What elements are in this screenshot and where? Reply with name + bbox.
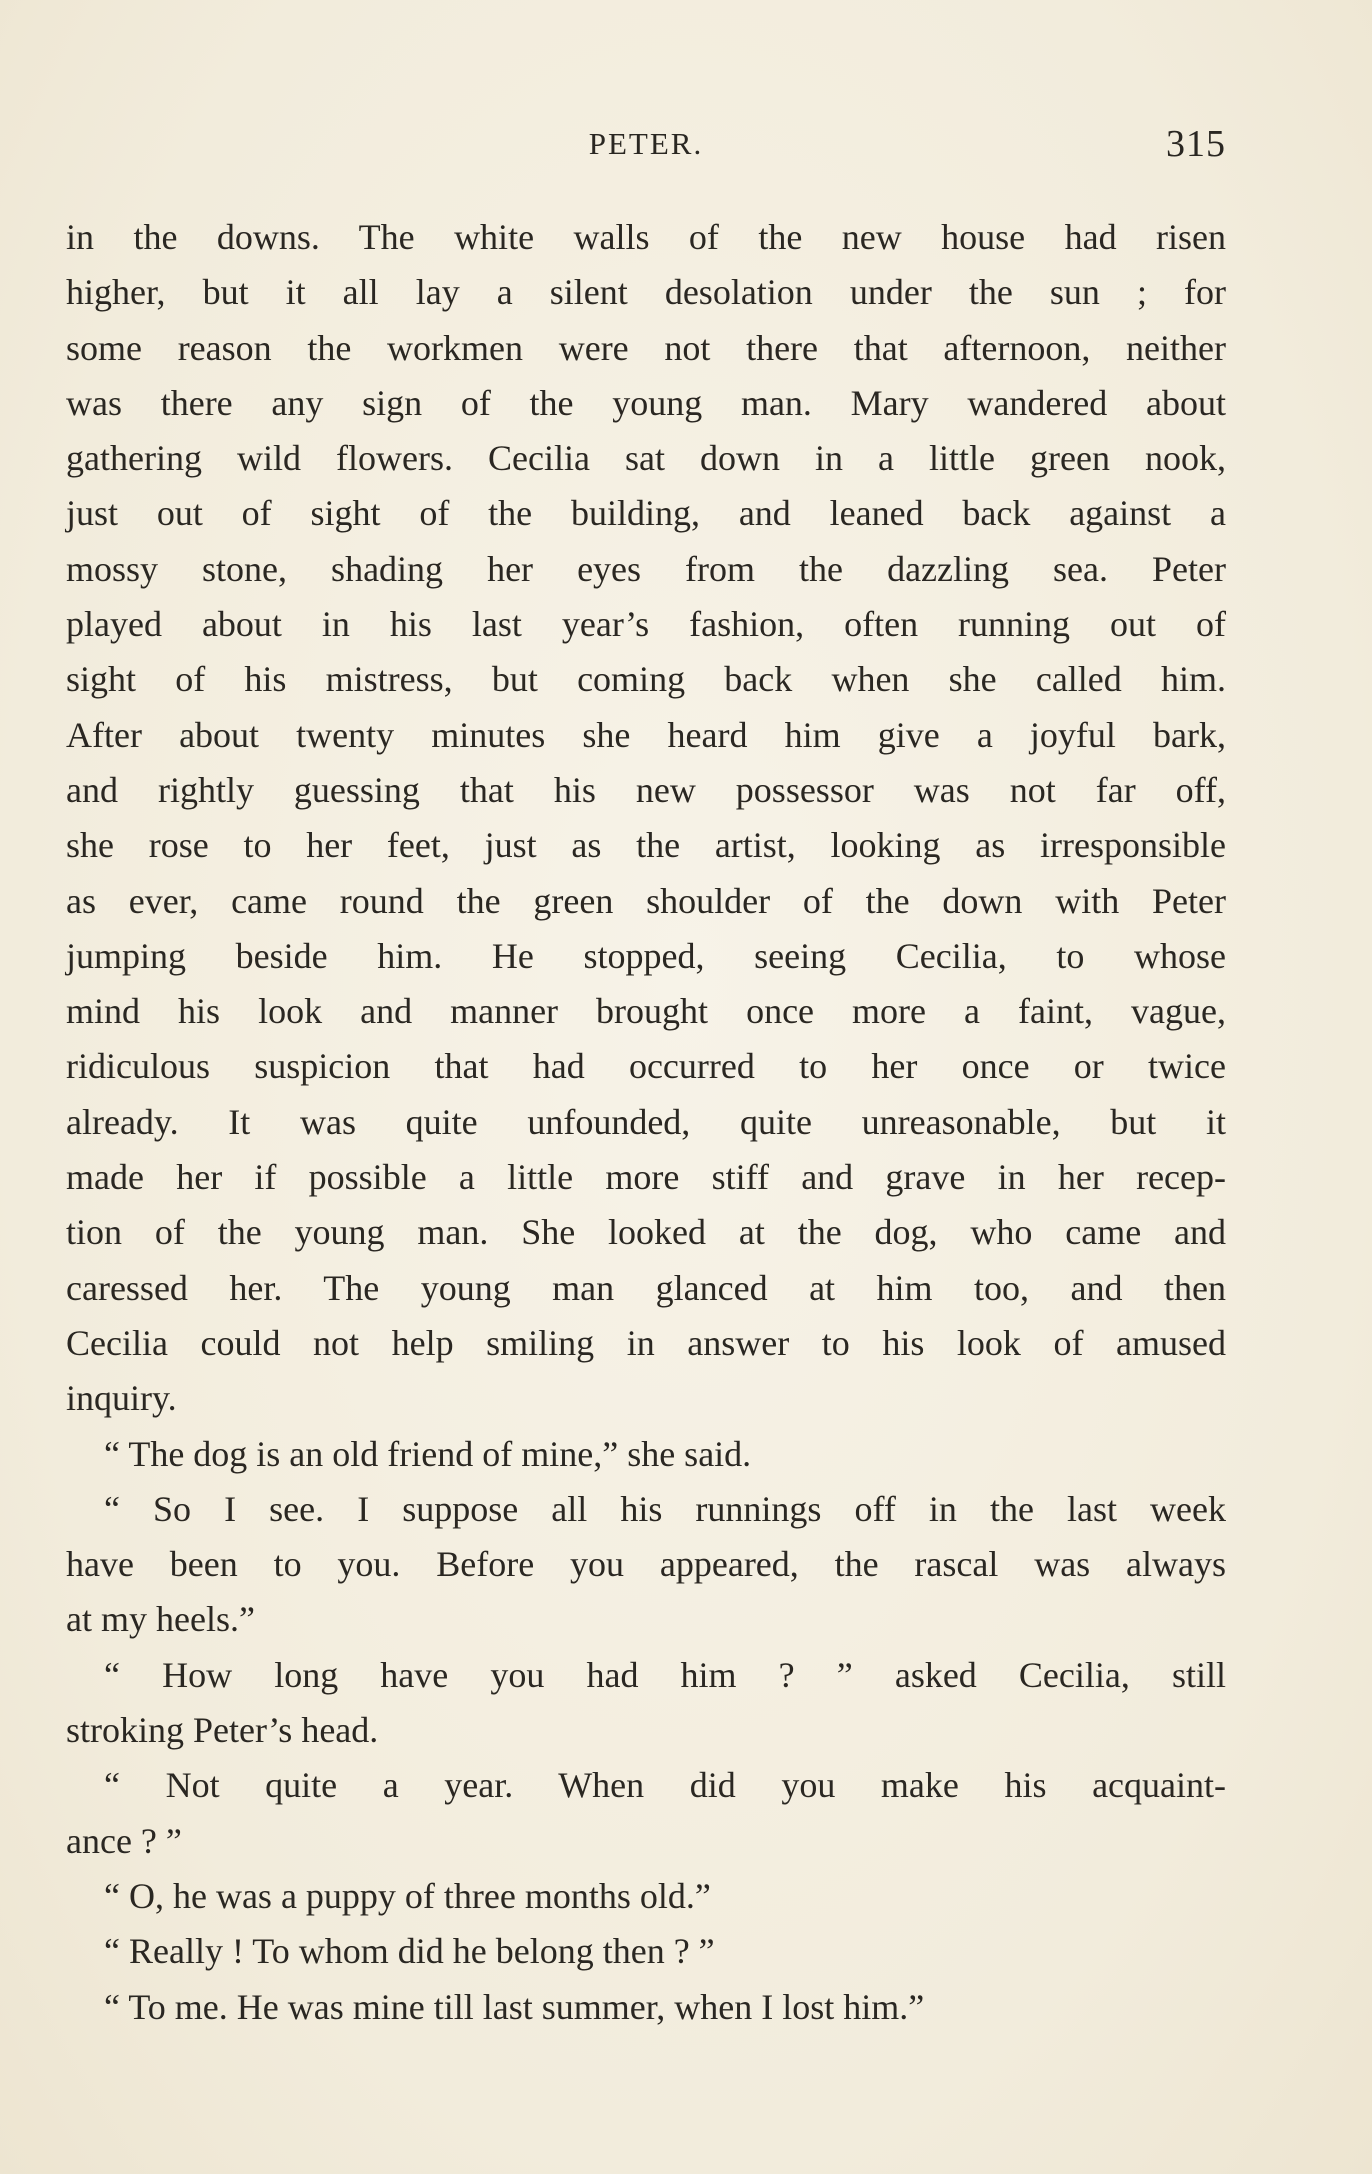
text-line: played about in his last year’s fashion, often running out of xyxy=(66,604,1226,645)
page-number: 315 xyxy=(1166,123,1226,165)
text-line: made her if possible a little more stiff and grave in her recep- xyxy=(66,1157,1226,1198)
text-line: in the downs. The white walls of the new house had risen xyxy=(66,217,1226,257)
dialogue-line: “ To me. He was mine till last summer, when I lost him.” xyxy=(104,1986,925,2027)
dialogue-line: “ How long have you had him ? ” asked Cecilia, still xyxy=(104,1654,1226,1695)
dialogue-line: “ Really ! To whom did he belong then ? ” xyxy=(104,1931,715,1972)
text-line: at my heels.” xyxy=(66,1599,255,1640)
text-line: mossy stone, shading her eyes from the dazzling sea. Peter xyxy=(66,548,1226,589)
text-line: mind his look and manner brought once more a faint, vague, xyxy=(66,991,1226,1032)
text-line: inquiry. xyxy=(66,1378,177,1419)
text-line: caressed her. The young man glanced at him too, and then xyxy=(66,1267,1226,1308)
dialogue-line: “ Not quite a year. When did you make his acquaint- xyxy=(104,1765,1226,1806)
text-line: already. It was quite unfounded, quite unreasonable, but it xyxy=(66,1101,1226,1142)
text-line: she rose to her feet, just as the artist, looking as irresponsible xyxy=(66,825,1226,866)
text-line: was there any sign of the young man. Mary wandered about xyxy=(66,382,1226,423)
text-line: jumping beside him. He stopped, seeing Cecilia, to whose xyxy=(66,935,1226,976)
text-line: sight of his mistress, but coming back when she called him. xyxy=(66,659,1226,700)
text-line: ance ? ” xyxy=(66,1820,182,1861)
body-text xyxy=(66,210,1226,2035)
dialogue-line: “ So I see. I suppose all his runnings off in the last week xyxy=(104,1488,1226,1529)
text-line: Cecilia could not help smiling in answer to his look of amused xyxy=(66,1322,1226,1363)
text-line: gathering wild flowers. Cecilia sat down in a little green nook, xyxy=(66,438,1226,479)
text-line: After about twenty minutes she heard him give a joyful bark, xyxy=(66,714,1226,755)
text-line: as ever, came round the green shoulder of the down with Peter xyxy=(66,880,1226,921)
text-line: and rightly guessing that his new possessor was not far off, xyxy=(66,769,1226,810)
text-line: higher, but it all lay a silent desolation under the sun ; for xyxy=(66,272,1226,313)
dialogue-line: “ O, he was a puppy of three months old.” xyxy=(104,1875,711,1916)
running-head: PETER. xyxy=(588,126,704,161)
text-line: tion of the young man. She looked at the dog, who came and xyxy=(66,1212,1226,1253)
text-line: just out of sight of the building, and leaned back against a xyxy=(66,493,1226,534)
text-line: ridiculous suspicion that had occurred to her once or twice xyxy=(66,1046,1226,1087)
text-line: have been to you. Before you appeared, the rascal was always xyxy=(66,1544,1226,1585)
text-line: stroking Peter’s head. xyxy=(66,1710,379,1751)
text-line: some reason the workmen were not there that afternoon, neither xyxy=(66,327,1226,368)
page-header xyxy=(66,122,1226,172)
dialogue-line: “ The dog is an old friend of mine,” she said. xyxy=(104,1433,752,1474)
